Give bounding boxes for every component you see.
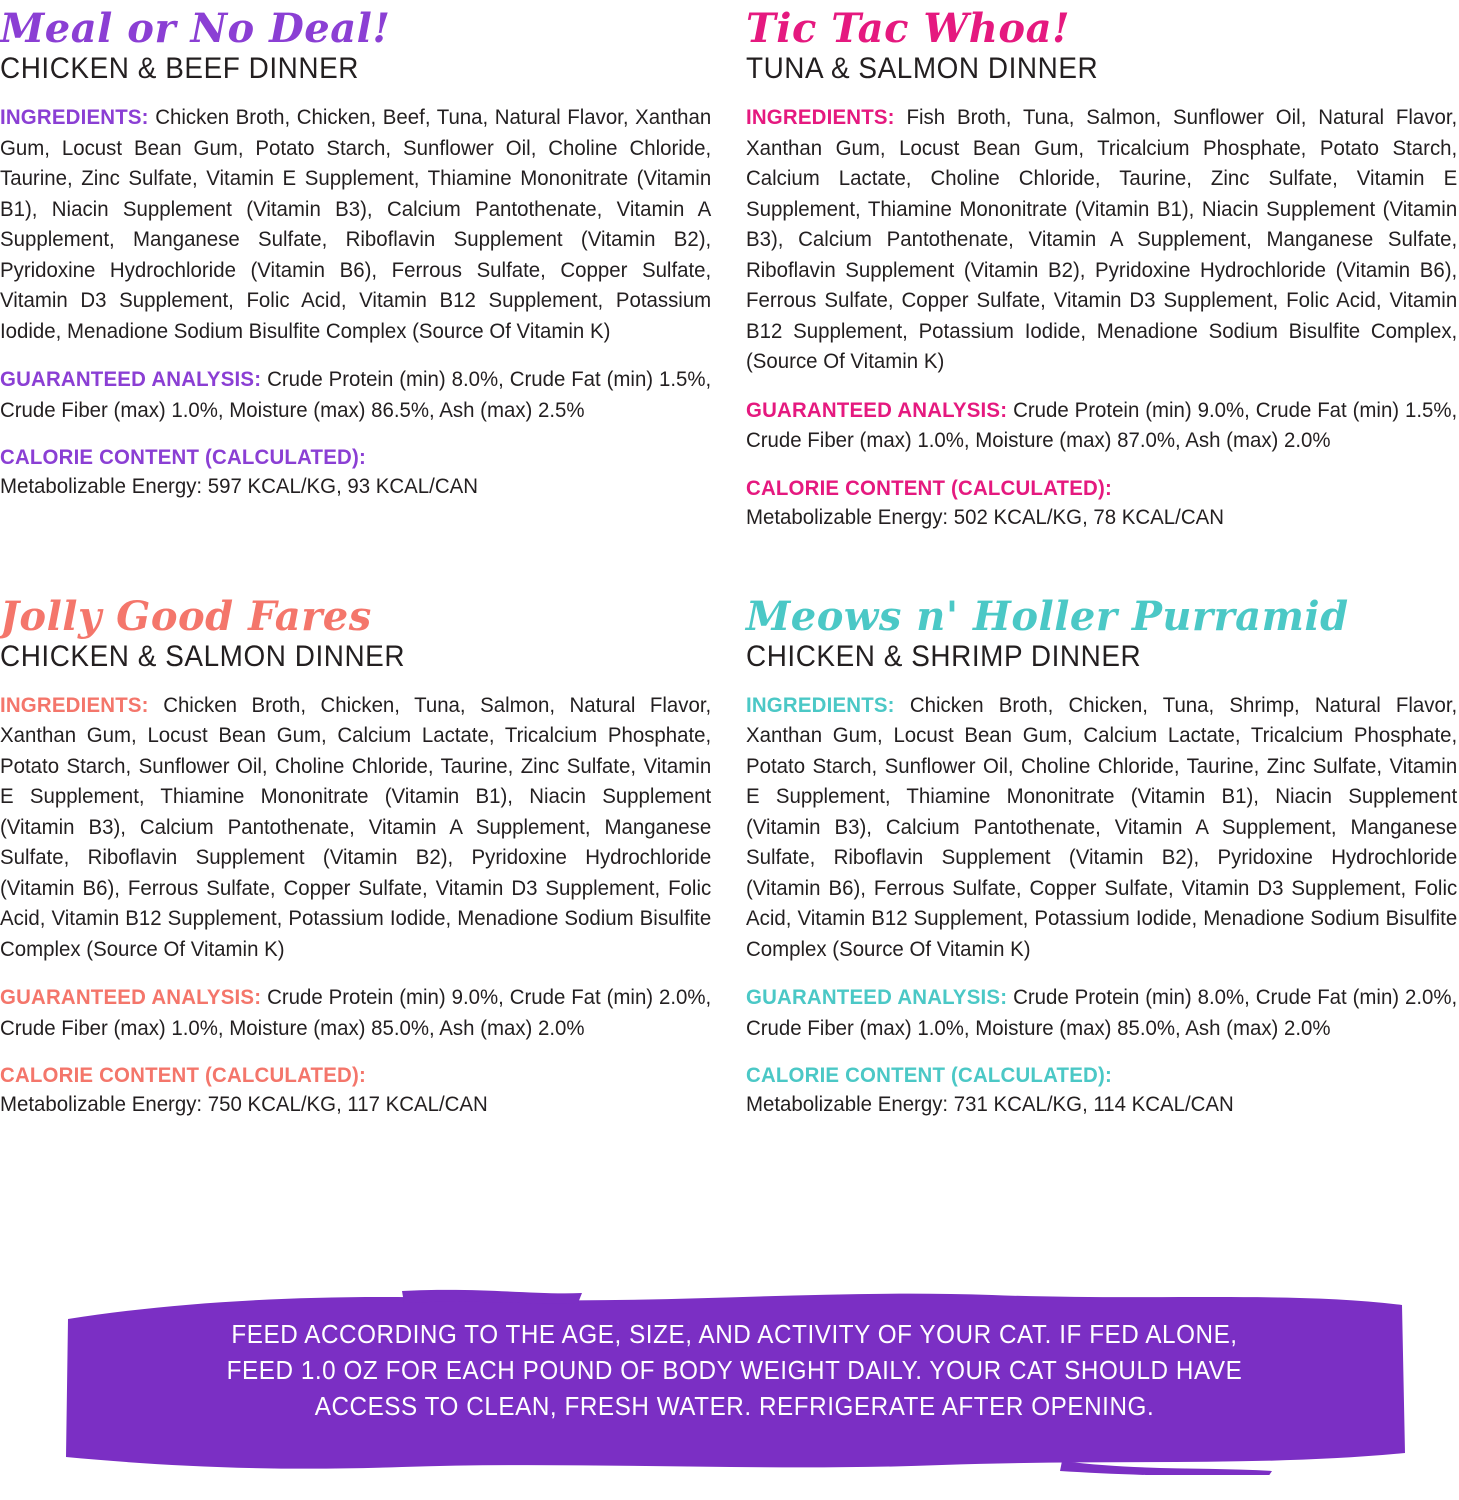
product-subtitle: CHICKEN & SHRIMP DINNER [746, 639, 1142, 673]
feeding-line-3: ACCESS TO CLEAN, FRESH WATER. REFRIGERATE AFTER OPENING. [314, 1393, 1155, 1422]
ingredients-block [0, 690, 711, 965]
product-panel-meal-or-no-deal [0, 5, 713, 536]
feeding-line-1: FEED ACCORDING TO THE AGE, SIZE, AND ACTIVITY OF YOUR CAT. IF FED ALONE, [231, 1321, 1238, 1349]
feeding-instructions-banner [0, 1257, 1459, 1482]
ingredients-text: Chicken Broth, Chicken, Tuna, Salmon, Natural Flavor, Xanthan Gum, Locust Bean Gum, Calcium Lactate, Tricalcium Phosphate, Potato Starch, Sunflower Oil, Choline Chloride, Taurine, Zinc Sulfate, Vitamin E Supplement, Thiamine Mononitrate (Vitamin B1), Niacin Supplement (Vitamin B3), Calcium Pantothenate, Vitamin A Supplement, Manganese Sulfate, Riboflavin Supplement (Vitamin B2), Pyridoxine Hydrochloride (Vitamin B6), Ferrous Sulfate, Copper Sulfate, Vitamin D3 Supplement, Folic Acid, Vitamin B12 Supplement, Potassium Iodide, Menadione Sodium Bisulfite Complex (Source Of Vitamin K) [0, 692, 712, 961]
product-panel-meows-n-holler-purramid [746, 592, 1459, 1124]
guaranteed-analysis-text: Crude Protein (min) 8.0%, Crude Fat (min) 1.5%, Crude Fiber (max) 1.0%, Moisture (max) 86.5%, Ash (max) 2.5% [0, 367, 712, 422]
guaranteed-analysis-text: Crude Protein (min) 8.0%, Crude Fat (min) 2.0%, Crude Fiber (max) 1.0%, Moisture (max) 85.0%, Ash (max) 2.0% [746, 985, 1458, 1040]
ingredients-block [746, 690, 1457, 965]
ingredients-block [0, 102, 711, 346]
feeding-line-2: FEED 1.0 OZ FOR EACH POUND OF BODY WEIGHT DAILY. YOUR CAT SHOULD HAVE [226, 1357, 1243, 1386]
calorie-value: Metabolizable Energy: 750 KCAL/KG, 117 KCAL/CAN [0, 1092, 488, 1117]
product-title: Meows n' Holler Purramid [746, 592, 1349, 640]
guaranteed-analysis-block [0, 982, 711, 1043]
calorie-value: Metabolizable Energy: 731 KCAL/KG, 114 KCAL/CAN [746, 1092, 1234, 1117]
product-panel-jolly-good-fares [0, 592, 713, 1124]
guaranteed-analysis-label: GUARANTEED ANALYSIS: [746, 397, 1008, 422]
calorie-block [0, 443, 711, 501]
product-title: Jolly Good Fares [0, 592, 372, 640]
product-row-bottom [0, 592, 1459, 1124]
product-subtitle: TUNA & SALMON DINNER [746, 52, 1099, 85]
product-title: Meal or No Deal! [0, 5, 391, 52]
calorie-block [0, 1061, 711, 1119]
calorie-label: CALORIE CONTENT (CALCULATED): [746, 1063, 1112, 1088]
guaranteed-analysis-label: GUARANTEED ANALYSIS: [0, 367, 262, 392]
calorie-label: CALORIE CONTENT (CALCULATED): [746, 475, 1112, 500]
calorie-block [746, 474, 1457, 532]
calorie-block [746, 1061, 1457, 1119]
feeding-instructions-text [96, 1317, 1374, 1426]
calorie-value: Metabolizable Energy: 597 KCAL/KG, 93 KCAL/CAN [0, 474, 478, 499]
ingredients-label: INGREDIENTS: [0, 692, 149, 717]
ingredients-label: INGREDIENTS: [746, 692, 895, 717]
calorie-label: CALORIE CONTENT (CALCULATED): [0, 445, 366, 470]
product-subtitle: CHICKEN & BEEF DINNER [0, 52, 359, 85]
ingredients-label: INGREDIENTS: [0, 105, 149, 129]
calorie-label: CALORIE CONTENT (CALCULATED): [0, 1063, 366, 1088]
guaranteed-analysis-label: GUARANTEED ANALYSIS: [746, 985, 1008, 1010]
ingredients-text: Chicken Broth, Chicken, Beef, Tuna, Natural Flavor, Xanthan Gum, Locust Bean Gum, Potato Starch, Sunflower Oil, Choline Chloride, Taurine, Zinc Sulfate, Vitamin E Supplement, Thiamine Mononitrate (Vitamin B1), Niacin Supplement (Vitamin B3), Calcium Pantothenate, Vitamin A Supplement, Manganese Sulfate, Riboflavin Supplement (Vitamin B2), Pyridoxine Hydrochloride (Vitamin B6), Ferrous Sulfate, Copper Sulfate, Vitamin D3 Supplement, Folic Acid, Vitamin B12 Supplement, Potassium Iodide, Menadione Sodium Bisulfite Complex (Source Of Vitamin K) [0, 105, 712, 343]
calorie-value: Metabolizable Energy: 502 KCAL/KG, 78 KCAL/CAN [746, 504, 1224, 529]
guaranteed-analysis-block [746, 982, 1457, 1043]
ingredients-block [746, 102, 1457, 377]
guaranteed-analysis-label: GUARANTEED ANALYSIS: [0, 985, 262, 1010]
product-title: Tic Tac Whoa! [746, 5, 1071, 52]
guaranteed-analysis-block [746, 395, 1457, 456]
guaranteed-analysis-block [0, 364, 711, 425]
ingredients-text: Fish Broth, Tuna, Salmon, Sunflower Oil, Natural Flavor, Xanthan Gum, Locust Bean Gum, Tricalcium Phosphate, Potato Starch, Calcium Lactate, Choline Chloride, Taurine, Zinc Sulfate, Vitamin E Supplement, Thiamine Mononitrate (Vitamin B1), Niacin Supplement (Vitamin B3), Calcium Pantothenate, Vitamin A Supplement, Manganese Sulfate, Riboflavin Supplement (Vitamin B2), Pyridoxine Hydrochloride (Vitamin B6), Ferrous Sulfate, Copper Sulfate, Vitamin D3 Supplement, Folic Acid, Vitamin B12 Supplement, Potassium Iodide, Menadione Sodium Bisulfite Complex, (Source Of Vitamin K) [746, 105, 1458, 374]
guaranteed-analysis-text: Crude Protein (min) 9.0%, Crude Fat (min) 1.5%, Crude Fiber (max) 1.0%, Moisture (max) 87.0%, Ash (max) 2.0% [746, 397, 1458, 453]
product-subtitle: CHICKEN & SALMON DINNER [0, 639, 406, 673]
ingredients-label: INGREDIENTS: [746, 105, 895, 129]
ingredients-text: Chicken Broth, Chicken, Tuna, Shrimp, Natural Flavor, Xanthan Gum, Locust Bean Gum, Calcium Lactate, Tricalcium Phosphate, Potato Starch, Sunflower Oil, Choline Chloride, Taurine, Zinc Sulfate, Vitamin E Supplement, Thiamine Mononitrate (Vitamin B1), Niacin Supplement (Vitamin B3), Calcium Pantothenate, Vitamin A Supplement, Manganese Sulfate, Riboflavin Supplement (Vitamin B2), Pyridoxine Hydrochloride (Vitamin B6), Ferrous Sulfate, Copper Sulfate, Vitamin D3 Supplement, Folic Acid, Vitamin B12 Supplement, Potassium Iodide, Menadione Sodium Bisulfite Complex (Source Of Vitamin K) [746, 692, 1458, 961]
product-panel-tic-tac-whoa [746, 5, 1459, 536]
row-divider-space [0, 536, 1459, 596]
product-row-top [0, 5, 1459, 536]
guaranteed-analysis-text: Crude Protein (min) 9.0%, Crude Fat (min) 2.0%, Crude Fiber (max) 1.0%, Moisture (max) 85.0%, Ash (max) 2.0% [0, 985, 712, 1040]
